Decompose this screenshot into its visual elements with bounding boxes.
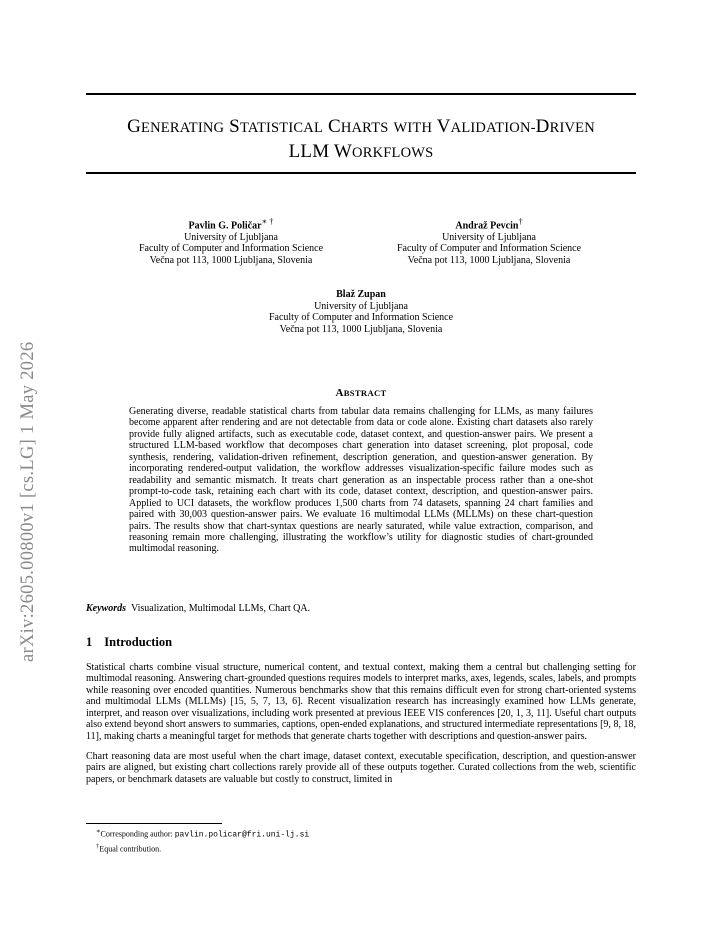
author-name: Andraž Pevcin bbox=[455, 220, 519, 232]
title-line-1: GENERATING STATISTICAL CHARTS WITH VALIDATION-DRIVEN bbox=[127, 116, 595, 137]
section-title: Introduction bbox=[104, 635, 173, 649]
footnote-equal: †Equal contribution. bbox=[96, 842, 162, 854]
arxiv-identifier: arXiv:2605.00800v1 [cs.LG] 1 May 2026 bbox=[18, 341, 38, 662]
author-affiliation: University of Ljubljana bbox=[442, 231, 536, 243]
author-block-2 bbox=[344, 216, 634, 266]
section-number: 1 bbox=[86, 635, 93, 649]
intro-paragraph-1: Statistical charts combine visual structure, numerical content, and textual context, making them a central but challenging setting for multimodal reasoning. Answering chart-grounded questions requires models to interpret marks, axes, legends, scales, labels, and prompts while reasoning over encoded quantities. Numerous benchmarks show that this remains difficult even for strong chart-oriented systems and multimodal LLMs (MLLMs) [15, 5, 7, 13, 6]. Recent visualization research has increasingly examined how LLMs generate, interpret, and reason over visualizations, including work presented at previous IEEE VIS conferences [20, 1, 3, 11]. Useful chart outputs also extend beyond short answers to summaries, captions, open-ended explanations, and structured intermediate representations [9, 8, 18, 11], making charts a meaningful target for methods that generate charts together with descriptions and question-answer pairs. bbox=[86, 662, 636, 742]
footnote-email[interactable]: pavlin.policar@fri.uni-lj.si bbox=[174, 830, 310, 840]
author-faculty: Faculty of Computer and Information Science bbox=[268, 312, 454, 323]
paper-title bbox=[86, 115, 636, 165]
keywords-label: Keywords bbox=[86, 603, 126, 614]
author-affiliation: University of Ljubljana bbox=[184, 231, 278, 243]
author-faculty: Faculty of Computer and Information Science bbox=[138, 243, 324, 255]
author-block-1 bbox=[86, 216, 376, 266]
author-name: Blaž Zupan bbox=[336, 289, 386, 300]
author-address: Večna pot 113, 1000 Ljubljana, Slovenia bbox=[407, 254, 571, 266]
title-rule-bottom bbox=[86, 172, 636, 174]
author-affiliation: University of Ljubljana bbox=[314, 300, 408, 312]
section-heading bbox=[86, 635, 636, 650]
author-marks: † bbox=[518, 217, 523, 226]
keywords-text: Visualization, Multimodal LLMs, Chart QA. bbox=[131, 603, 311, 614]
title-rule-top bbox=[86, 93, 636, 95]
author-address: Večna pot 113, 1000 Ljubljana, Slovenia bbox=[149, 254, 313, 266]
footnote-equal-text: Equal contribution. bbox=[99, 844, 162, 854]
author-name: Pavlin G. Poličar bbox=[188, 220, 262, 232]
abstract-heading: ABSTRACT bbox=[335, 387, 387, 399]
abstract-text: Generating diverse, readable statistical charts from tabular data remains challenging for LLMs, as many failures become apparent after rendering and are not detectable from data or code alone. Existing chart datasets also rarely provide fully aligned artifacts, such as executable code, dataset context, and question-answer pairs. We present a structured LLM-based workflow that decomposes chart generation into dataset screening, plot proposal, code synthesis, rendering, validation-driven refinement, description generation, and question-answer generation. By incorporating rendered-output validation, the workflow addresses visualization-specific failure modes such as readability and semantic mismatch. It treats chart generation as an inspectable process rather than a one-shot prompt-to-code task, retaining each chart with its code, dataset context, description, and question-answer pairs. Applied to UCI datasets, the workflow produces 1,500 charts from 74 datasets, spanning 24 chart families and paired with 30,003 question-answer pairs. We evaluate 16 multimodal LLMs (MLLMs) on these chart-question pairs. The results show that chart-syntax questions are nearly saturated, while value extraction, comparison, and reasoning remain more challenging, illustrating the workflow’s utility for diagnostic studies of chart-grounded multimodal reasoning. bbox=[129, 406, 593, 555]
title-line-2: LLM WORKFLOWS bbox=[288, 141, 434, 162]
footnote-rule bbox=[86, 823, 222, 824]
footnote-corresponding-label: Corresponding author: bbox=[100, 829, 173, 839]
author-marks: ∗ † bbox=[261, 217, 274, 226]
author-block-3 bbox=[216, 289, 506, 335]
footnote-corresponding: ∗Corresponding author: pavlin.policar@fri.uni-lj.si bbox=[96, 828, 310, 840]
keywords-line bbox=[86, 603, 636, 615]
author-address: Večna pot 113, 1000 Ljubljana, Slovenia bbox=[279, 323, 443, 335]
intro-paragraph-2: Chart reasoning data are most useful when the chart image, dataset context, executable specification, description, and question-answer pairs are aligned, but existing chart collections rarely provide all of these outputs together. Curated collections from the web, scientific papers, or benchmark datasets are valuable but costly to construct, limited in bbox=[86, 751, 636, 785]
footnotes bbox=[96, 826, 636, 854]
author-faculty: Faculty of Computer and Information Science bbox=[396, 243, 582, 255]
